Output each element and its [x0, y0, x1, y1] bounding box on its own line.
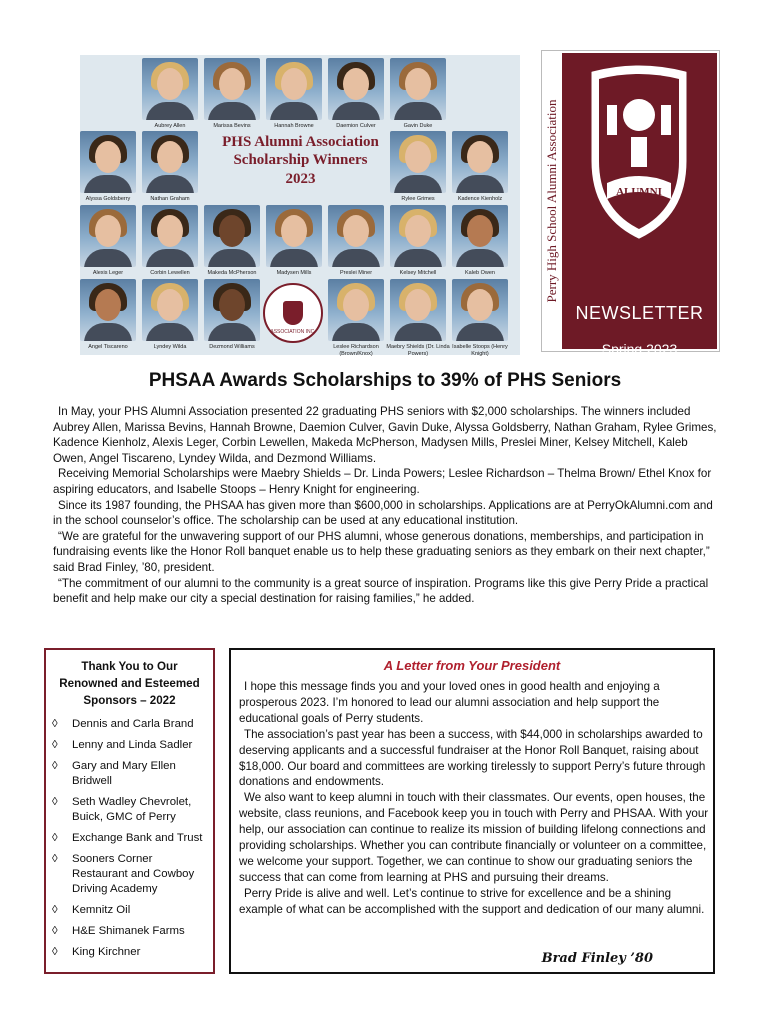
sponsor-item [52, 717, 207, 732]
newsletter-cover [541, 50, 720, 374]
seal-text: ASSOCIATION INC. [270, 329, 316, 335]
collage-year: 2023 [285, 171, 316, 187]
winner-photo [142, 205, 198, 267]
alumni-crest-icon [587, 65, 691, 243]
winner-photo [390, 131, 446, 193]
sponsors-title: Thank You to Our Renowned and Esteemed Sponsors – 2022 [59, 660, 200, 707]
cover-season: Spring 2023 [601, 341, 678, 357]
winner-caption: Makeda McPherson [207, 270, 257, 276]
winner-caption: Dezmond Williams [209, 344, 255, 350]
letter-paragraph: We also want to keep alumni in touch with their classmates. Our events, open houses, the website, class reunions, and Facebook keep you in touch with Perry and PHSAA. With your help, our association can continue to realize its mission of building lifelong connections and providing scholarships. Whether you can contribute financially or volunteer on a committee, we welcome your support. Together, we can continue to show our graduating seniors the success that can come from learning at PHS and pursuing their dreams. [239, 791, 709, 884]
letter-body [239, 679, 709, 918]
president-letter-box [229, 648, 715, 974]
winner-photo [328, 58, 384, 120]
sponsor-item [52, 795, 207, 825]
sponsor-name: Dennis and Carla Brand [72, 718, 194, 730]
winner-caption: Kaleb Owen [465, 270, 495, 276]
winner-photo [142, 279, 198, 341]
sponsors-box [44, 648, 215, 974]
sponsor-item [52, 903, 207, 918]
winner-photo [80, 131, 136, 193]
winner-caption: Isabelle Stoops (Henry Knight) [452, 344, 508, 357]
winner-caption: Alyssa Goldsberry [85, 196, 131, 202]
diamond-bullet-icon: ◊ [52, 946, 58, 958]
winner-photo [390, 279, 446, 341]
article-paragraph: Receiving Memorial Scholarships were Maebry Shields – Dr. Linda Powers; Leslee Richardson – Thelma Brown/ Ethel Knox for aspiring educators, and Isabelle Stoops – Henry Knight for engineering. [53, 467, 712, 496]
winner-photo [390, 205, 446, 267]
winner-caption: Kadence Kienholz [457, 196, 503, 202]
scholarship-winners-collage [80, 55, 520, 355]
association-seal [263, 283, 323, 343]
sponsor-name: Seth Wadley Chevrolet, Buick, GMC of Perry [72, 796, 192, 823]
article-paragraph: “The commitment of our alumni to the community is a great source of inspiration. Programs like this give Perry Pride a practical benefit and help make our city a special destination for raising families,” he added. [53, 576, 709, 606]
president-signature: Brad Finley ’80 [541, 951, 653, 966]
winner-caption: Leslee Richardson (Brown/Knox) [333, 344, 379, 357]
letter-title: A Letter from Your President [383, 658, 561, 673]
article-paragraph: Since its 1987 founding, the PHSAA has given more than $600,000 in scholarships. Applications are at PerryOkAlumni.com and in the school counselor’s office. The scholarship can be used at any educational institution. [53, 498, 713, 528]
sponsor-item [52, 738, 207, 753]
letter-paragraph: I hope this message finds you and your loved ones in good health and enjoying a prosperous 2023. I’m honored to lead our alumni association and help support the educational goals of Perry students. [239, 680, 660, 725]
winner-photo [390, 58, 446, 120]
cover-vertical-title: Perry High School Alumni Association [544, 99, 559, 303]
winner-photo [266, 58, 322, 120]
diamond-bullet-icon: ◊ [52, 853, 58, 865]
winner-photo [328, 205, 384, 267]
winner-caption: Alexis Leger [92, 270, 124, 276]
winner-photo [328, 279, 384, 341]
scholarship-article [53, 404, 723, 607]
sponsor-item [52, 924, 207, 939]
winner-photo [452, 205, 508, 267]
winner-caption: Marissa Bevins [213, 123, 251, 129]
sponsor-name: Sooners Corner Restaurant and Cowboy Driving Academy [72, 853, 195, 895]
main-headline: PHSAA Awards Scholarships to 39% of PHS Seniors [148, 370, 622, 391]
winner-caption: Preslei Miner [339, 270, 373, 276]
winner-photo [266, 205, 322, 267]
winner-caption: Kelsey Mitchell [399, 270, 437, 276]
winner-caption: Madysen Mills [276, 270, 312, 276]
sponsor-item [52, 852, 207, 897]
diamond-bullet-icon: ◊ [52, 925, 58, 937]
winner-photo [204, 58, 260, 120]
winner-caption: Maebry Shields (Dr. Linda Powers) [386, 344, 450, 357]
diamond-bullet-icon: ◊ [52, 760, 58, 772]
sponsor-name: H&E Shimanek Farms [72, 925, 185, 937]
winner-caption: Lyndey Wilda [153, 344, 187, 350]
crest-word: ALUMNI [616, 186, 662, 198]
letter-paragraph: The association’s past year has been a success, with $44,000 in scholarships awarded to deserving applicants and a successful fundraiser at the Honor Roll Banquet, raising about $18,000. Our board and committees are working tirelessly to support Perry’s future through donations and endowments. [239, 727, 706, 789]
winner-caption: Daemion Culver [336, 123, 376, 129]
winner-photo [204, 205, 260, 267]
diamond-bullet-icon: ◊ [52, 832, 58, 844]
diamond-bullet-icon: ◊ [52, 904, 58, 916]
sponsors-list [46, 717, 213, 960]
sponsor-name: Exchange Bank and Trust [72, 832, 203, 844]
cover-volume: Volume 34 [615, 363, 664, 374]
winner-photo [452, 279, 508, 341]
winner-photo [80, 279, 136, 341]
winner-photo [142, 58, 198, 120]
winner-caption: Aubrey Allen [154, 123, 186, 129]
winner-caption: Gavin Duke [403, 123, 433, 129]
sponsor-name: Kemnitz Oil [72, 904, 131, 916]
winner-caption: Nathan Graham [150, 196, 190, 202]
letter-paragraph: Perry Pride is alive and well. Let’s continue to strive for excellence and be a shining example of what can be accomplished with the support and dedication of our many alumni. [239, 886, 705, 916]
winner-photo [204, 279, 260, 341]
sponsor-name: Lenny and Linda Sadler [72, 739, 193, 751]
sponsor-name: King Kirchner [72, 946, 141, 958]
winner-photo [142, 131, 198, 193]
cover-vertical-title-strip [542, 51, 562, 351]
collage-title-line2: Scholarship Winners [233, 152, 368, 168]
collage-title [208, 133, 393, 189]
winner-caption: Corbin Lewellen [150, 270, 190, 276]
diamond-bullet-icon: ◊ [52, 718, 58, 730]
diamond-bullet-icon: ◊ [52, 739, 58, 751]
winner-photo [452, 131, 508, 193]
winner-photo [80, 205, 136, 267]
winner-caption: Hannah Browne [274, 123, 314, 129]
winner-caption: Rylee Grimes [401, 196, 435, 202]
article-paragraph: In May, your PHS Alumni Association presented 22 graduating PHS seniors with $2,000 scholarships. The winners included Aubrey Allen, Marissa Bevins, Hannah Browne, Daemion Culver, Gavin Duke, Alyssa Goldsberry, Nathan Graham, Rylee Grimes, Kadence Kienholz, Alexis Leger, Corbin Lewellen, Makeda McPherson, Madysen Mills, Preslei Miner, Kelsey Mitchell, Kaleb Owen, Angel Tiscareno, Lyndey Wilda, and Dezmond Williams. [53, 405, 717, 465]
sponsor-name: Gary and Mary Ellen Bridwell [72, 760, 176, 787]
sponsor-item [52, 759, 207, 789]
sponsor-item [52, 831, 207, 846]
article-paragraph: “We are grateful for the unwavering support of our PHS alumni, whose generous donations, memberships, and participation in fundraising events like the Honor Roll banquet enable us to help these graduating seniors as they embark on their next chapter,” said Brad Finley, ’80, president. [53, 529, 710, 574]
cover-newsletter-label: NEWSLETTER [575, 303, 704, 323]
diamond-bullet-icon: ◊ [52, 796, 58, 808]
winner-caption: Angel Tiscareno [88, 344, 128, 350]
sponsor-item [52, 945, 207, 960]
collage-title-line1: PHS Alumni Association [222, 134, 379, 150]
